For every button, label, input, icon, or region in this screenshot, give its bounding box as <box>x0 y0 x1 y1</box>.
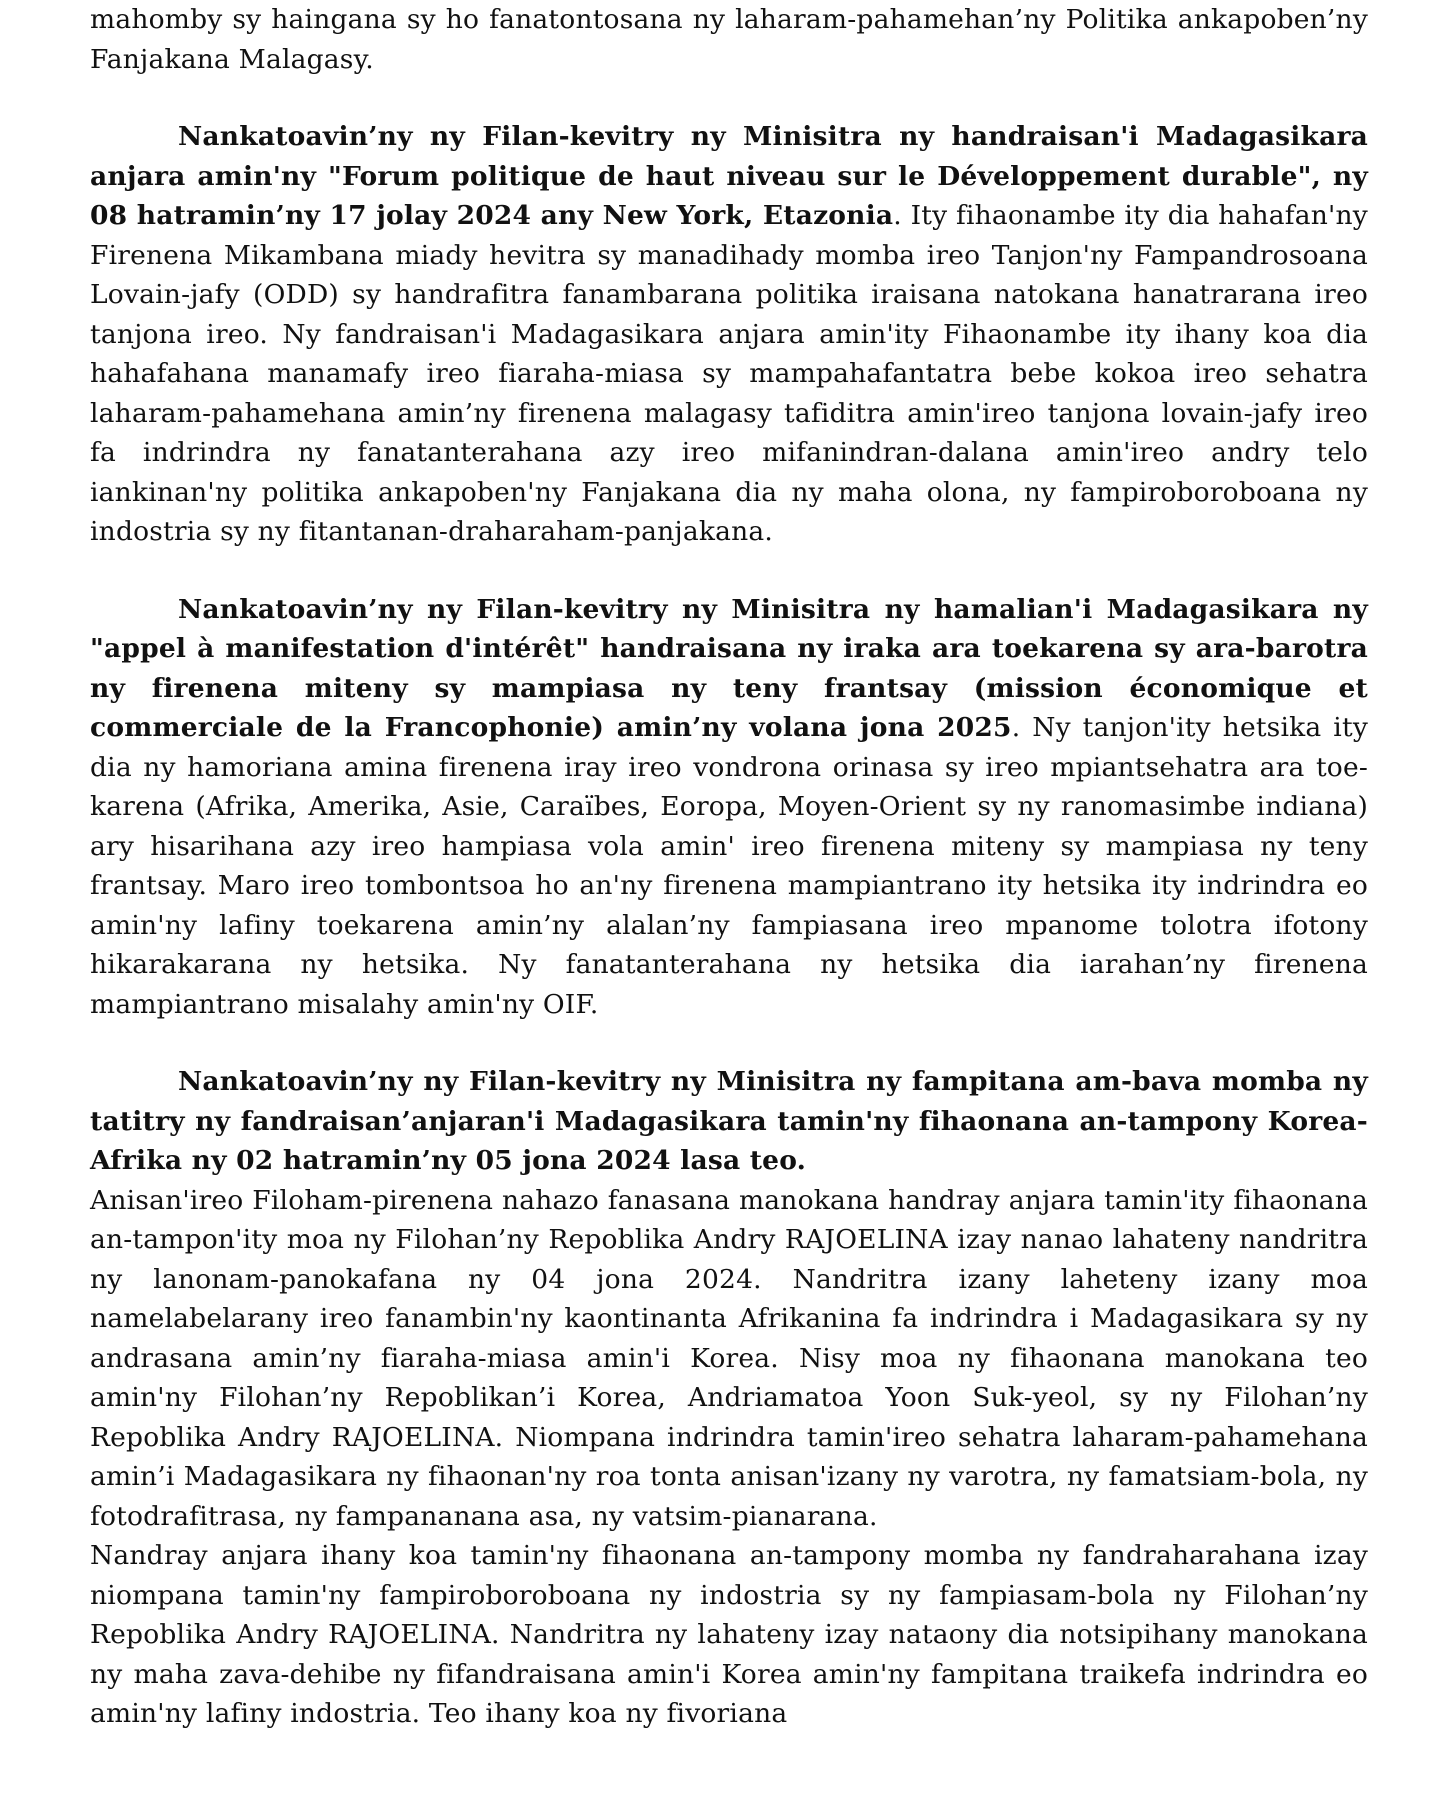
intro-paragraph-tail: mahomby sy haingana sy ho fanatontosana ny laharam-pahamehan’ny Politika ankapoben’ny Fanjakana Malagasy. <box>90 4 1368 75</box>
paragraph-gap <box>90 552 1368 590</box>
decision-1-body: . Ity fihaonambe ity dia hahafan'ny Firenena Mikambana miady hevitra sy manadihady momba ireo Tanjon'ny Fampandrosoana Lovain-jafy (ODD) sy handrafitra fanambarana politika iraisana natokana hanatrarana ireo tanjona ireo. Ny fandraisan'i Madagasikara anjara amin'ity Fihaonambe ity ihany koa dia hahafahana manamafy ireo fiaraha-miasa sy mampahafantatra bebe kokoa ireo sehatra laharam-pahamehana amin’ny firenena malagasy tafiditra amin'ireo tanjona lovain-jafy ireo fa indrindra ny fanatanterahana azy ireo mifanindran-dalana amin'ireo andry telo iankinan'ny politika ankapoben'ny Fanjakana dia ny maha olona, ny fampiroboroboana ny indostria sy ny fitantanan-draharaham-panjakana. <box>90 200 1368 547</box>
decision-2-lead: Nankatoavin’ny ny Filan-kevitry ny Minisitra ny hamalian'i Madagasikara ny "appel à manifestation d'intérêt" handraisana ny iraka ara toekarena sy ara-barotra ny firenena miteny sy mampiasa ny teny frantsay (mission économique et commerciale de la Francophonie) amin’ny volana jona 2025 <box>90 593 1368 743</box>
decision-paragraph-3 <box>90 1062 1368 1181</box>
korea-africa-paragraph-a: Anisan'ireo Filoham-pirenena nahazo fanasana manokana handray anjara tamin'ity fihaonana an-tampon'ity moa ny Filohan’ny Repoblika Andry RAJOELINA izay nanao lahateny nandritra ny lanonam-panokafana ny 04 jona 2024. Nandritra izany laheteny izany moa namelabelarany ireo fanambin'ny kaontinanta Afrikanina fa indrindra i Madagasikara sy ny andrasana amin’ny fiaraha-miasa amin'i Korea. Nisy moa ny fihaonana manokana teo amin'ny Filohan’ny Repoblikan’i Korea, Andriamatoa Yoon Suk-yeol, sy ny Filohan’ny Repoblika Andry RAJOELINA. Niompana indrindra tamin'ireo sehatra laharam-pahamehana amin’i Madagasikara ny fihaonan'ny roa tonta anisan'izany ny varotra, ny famatsiam-bola, ny fotodrafitrasa, ny fampananana asa, ny vatsim-pianarana. <box>90 1184 1368 1532</box>
document-page <box>90 0 1368 1734</box>
decision-1-lead: Nankatoavin’ny ny Filan-kevitry ny Minisitra ny handraisan'i Madagasikara anjara amin'ny "Forum politique de haut niveau sur le Développement durable", ny 08 hatramin’ny 17 jolay 2024 any New York, Etazonia <box>90 121 1368 231</box>
paragraph-gap <box>90 1024 1368 1062</box>
paragraph-gap <box>90 79 1368 117</box>
decision-paragraph-1 <box>90 117 1368 552</box>
korea-africa-paragraph-b: Nandray anjara ihany koa tamin'ny fihaonana an-tampony momba ny fandraharahana izay niompana tamin'ny fampiroboroboana ny indostria sy ny fampiasam-bola ny Filohan’ny Repoblika Andry RAJOELINA. Nandritra ny lahateny izay nataony dia notsipihany manokana ny maha zava-dehibe ny fifandraisana amin'i Korea amin'ny fampitana traikefa indrindra eo amin'ny lafiny indostria. Teo ihany koa ny fivoriana <box>90 1540 1368 1729</box>
decision-paragraph-2 <box>90 590 1368 1025</box>
decision-3-lead: Nankatoavin’ny ny Filan-kevitry ny Minisitra ny fampitana am-bava momba ny tatitry ny fandraisan’anjaran'i Madagasikara tamin'ny fihaonana an-tampony Korea-Afrika ny 02 hatramin’ny 05 jona 2024 lasa teo. <box>90 1066 1368 1176</box>
decision-2-body: . Ny tanjon'ity hetsika ity dia ny hamoriana amina firenena iray ireo vondrona orinasa sy ireo mpiantsehatra ara toe-karena (Afrika, Amerika, Asie, Caraïbes, Eoropa, Moyen-Orient sy ny ranomasimbe indiana) ary hisarihana azy ireo hampiasa vola amin' ireo firenena miteny sy mampiasa ny teny frantsay. Maro ireo tombontsoa ho an'ny firenena mampiantrano ity hetsika ity indrindra eo amin'ny lafiny toekarena amin’ny alalan’ny fampiasana ireo mpanome tolotra ifotony hikarakarana ny hetsika. Ny fanatanterahana ny hetsika dia iarahan’ny firenena mampiantrano misalahy amin'ny OIF. <box>90 712 1368 1020</box>
